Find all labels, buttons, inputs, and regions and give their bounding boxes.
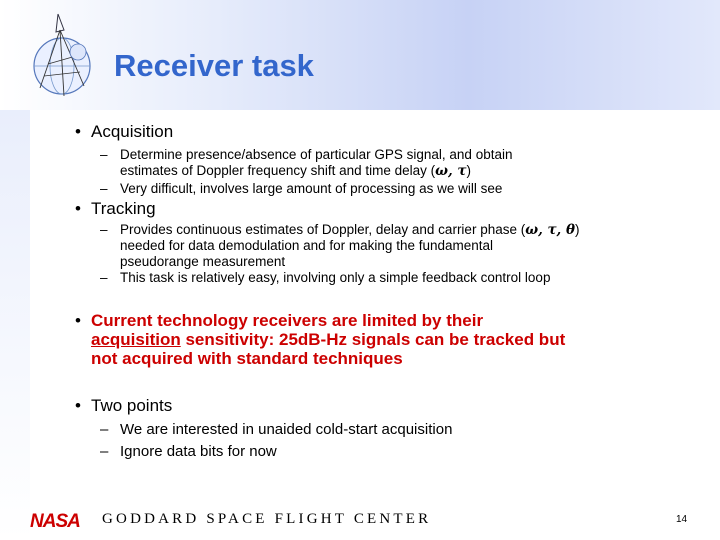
sub-bullet-line: We are interested in unaided cold-start acquisition: [120, 421, 453, 438]
dash-icon: –: [100, 443, 109, 460]
sub-bullet-line: Ignore data bits for now: [120, 443, 277, 460]
highlight-line: not acquired with standard techniques: [91, 349, 403, 368]
sub-bullet-line: needed for data demodulation and for making the fundamental: [120, 238, 494, 253]
sub-bullet-line: [120, 163, 660, 179]
nasa-logo-icon: [30, 511, 92, 529]
bullet-dot: •: [75, 311, 81, 330]
bullet-dot: •: [75, 122, 81, 141]
text-fragment: ): [466, 163, 471, 178]
bullet-dot: •: [75, 396, 81, 415]
page-number: 14: [676, 514, 688, 525]
sub-bullet: [100, 181, 660, 197]
sub-bullet: [100, 443, 660, 461]
bullet-two-points: [75, 396, 172, 416]
bullet-label: Two points: [91, 396, 173, 415]
nasa-logo-text: NASA: [30, 511, 80, 529]
bullet-dot: •: [75, 199, 81, 218]
bullet-label: Acquisition: [91, 122, 174, 141]
footer-center-name: GODDARD SPACE FLIGHT CENTER: [102, 511, 432, 527]
sub-bullet-line: Very difficult, involves large amount of processing as we will see: [120, 181, 503, 196]
bullet-acquisition: [75, 122, 173, 142]
sub-bullet-line: [120, 222, 680, 238]
dash-icon: –: [100, 147, 108, 162]
text-fragment: estimates of Doppler frequency shift and time delay (: [120, 163, 436, 178]
dash-icon: –: [100, 181, 108, 196]
math-symbols: ω, τ: [435, 163, 467, 179]
dash-icon: –: [100, 421, 109, 438]
highlight-line: Current technology receivers are limited by their: [91, 311, 484, 330]
sub-bullet: [100, 421, 660, 439]
text-fragment: Provides continuous estimates of Doppler, delay and carrier phase (: [120, 222, 526, 237]
sub-bullet-line: This task is relatively easy, involving only a simple feedback control loop: [120, 270, 551, 285]
math-symbols: ω, τ, θ: [525, 222, 575, 238]
dash-icon: –: [100, 270, 108, 285]
highlight-line: [91, 330, 671, 349]
sub-bullet-line: pseudorange measurement: [120, 254, 286, 269]
bullet-label: Tracking: [91, 199, 156, 218]
sub-bullet-line: Determine presence/absence of particular GPS signal, and obtain: [120, 147, 513, 162]
slide-title: Receiver task: [114, 48, 314, 83]
text-fragment: ): [574, 222, 580, 237]
sub-bullet: [100, 222, 680, 270]
highlight-statement: [91, 311, 671, 368]
sub-bullet: [100, 270, 680, 286]
dash-icon: –: [100, 222, 108, 237]
sub-bullet: [100, 147, 660, 179]
text-fragment: sensitivity: 25dB-Hz signals can be tracked but: [180, 330, 566, 349]
underlined-term: acquisition: [91, 330, 181, 349]
bullet-tracking: [75, 199, 156, 219]
